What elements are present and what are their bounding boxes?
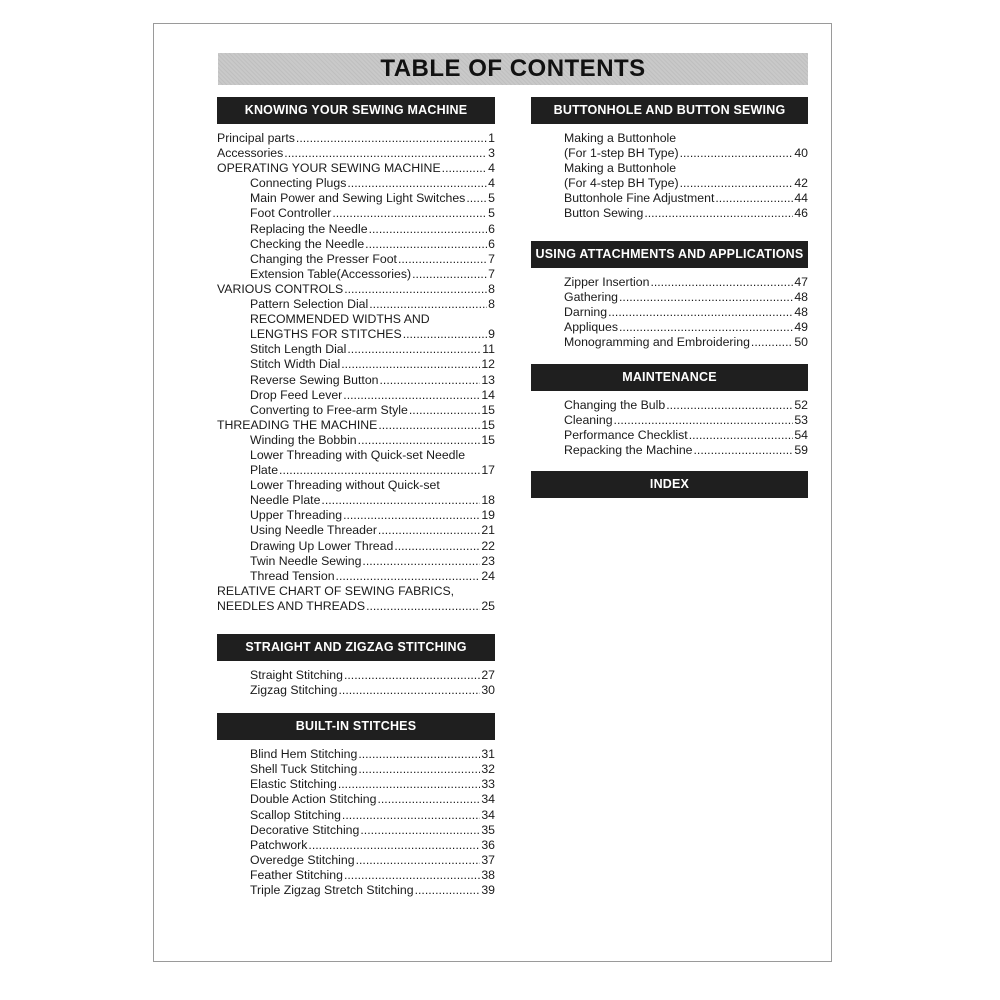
section-header-builtin: BUILT-IN STITCHES — [217, 713, 495, 740]
toc-entry-line1: RELATIVE CHART OF SEWING FABRICS, — [217, 583, 455, 598]
toc-entry[interactable]: Twin Needle Sewing ..... 23 — [217, 554, 495, 569]
toc-entry-line1: RECOMMENDED WIDTHS AND — [250, 312, 430, 327]
toc-entry[interactable]: Winding the Bobbin ..... 15 — [217, 433, 495, 448]
toc-entry[interactable]: Principal parts ..... 1 — [217, 131, 495, 146]
toc-entry[interactable]: Double Action Stitching ..... 34 — [217, 792, 495, 807]
toc-entry[interactable]: VARIOUS CONTROLS ..... 8 — [217, 282, 495, 297]
page-title: TABLE OF CONTENTS — [218, 53, 808, 85]
toc-entry[interactable]: Repacking the Machine ..... 59 — [531, 443, 808, 458]
toc-entry[interactable]: Appliques ..... 49 — [531, 320, 808, 335]
toc-entry[interactable]: Drop Feed Lever ..... 14 — [217, 388, 495, 403]
toc-entry[interactable]: Shell Tuck Stitching ..... 32 — [217, 762, 495, 777]
toc-entry[interactable]: Reverse Sewing Button ..... 13 — [217, 373, 495, 388]
section-header-knowing: KNOWING YOUR SEWING MACHINE — [217, 97, 495, 124]
toc-entry[interactable]: Zipper Insertion ..... 47 — [531, 275, 808, 290]
toc-entry[interactable]: Using Needle Threader ..... 21 — [217, 523, 495, 538]
toc-entry[interactable]: NEEDLES AND THREADS ..... 25 — [217, 599, 495, 614]
section-straight-entries — [217, 661, 495, 698]
section-knowing-entries — [217, 124, 495, 614]
toc-entry[interactable]: Elastic Stitching ..... 33 — [217, 777, 495, 792]
section-header-straight: STRAIGHT AND ZIGZAG STITCHING — [217, 634, 495, 661]
toc-entry[interactable]: Plate ..... 17 — [217, 463, 495, 478]
toc-entry[interactable]: Darning ..... 48 — [531, 305, 808, 320]
toc-entry[interactable]: Needle Plate ..... 18 — [217, 493, 495, 508]
section-buttonhole-entries — [531, 124, 808, 222]
toc-entry[interactable]: Cleaning ..... 53 — [531, 413, 808, 428]
toc-entry[interactable]: Feather Stitching ..... 38 — [217, 868, 495, 883]
toc-entry[interactable]: Changing the Bulb ..... 52 — [531, 398, 808, 413]
toc-entry[interactable]: (For 4-step BH Type) ..... 42 — [531, 176, 808, 191]
toc-entry-line1: Lower Threading without Quick-set — [250, 478, 440, 493]
toc-entry[interactable]: Blind Hem Stitching ..... 31 — [217, 747, 495, 762]
toc-entry[interactable]: Changing the Presser Foot ..... 7 — [217, 252, 495, 267]
toc-entry[interactable]: Straight Stitching ..... 27 — [217, 668, 495, 683]
toc-entry[interactable]: Extension Table(Accessories) ..... 7 — [217, 267, 495, 282]
toc-entry[interactable]: Performance Checklist ..... 54 — [531, 428, 808, 443]
right-column — [531, 97, 808, 498]
toc-entry[interactable]: Upper Threading ..... 19 — [217, 508, 495, 523]
toc-entry[interactable]: Overedge Stitching ..... 37 — [217, 853, 495, 868]
toc-entry[interactable]: Zigzag Stitching ..... 30 — [217, 683, 495, 698]
section-builtin-entries — [217, 740, 495, 898]
section-header-index[interactable]: INDEX — [531, 471, 808, 498]
toc-entry[interactable]: Pattern Selection Dial ..... 8 — [217, 297, 495, 312]
toc-entry[interactable]: Triple Zigzag Stretch Stitching ..... 39 — [217, 883, 495, 898]
left-column — [217, 97, 495, 898]
toc-entry[interactable]: Decorative Stitching ..... 35 — [217, 823, 495, 838]
section-header-maintenance: MAINTENANCE — [531, 364, 808, 391]
toc-entry[interactable]: Checking the Needle ..... 6 — [217, 237, 495, 252]
toc-entry[interactable]: Patchwork ..... 36 — [217, 838, 495, 853]
toc-entry[interactable]: Button Sewing ..... 46 — [531, 206, 808, 221]
toc-entry-line1: Making a Buttonhole — [564, 131, 677, 145]
toc-entry[interactable]: Foot Controller ..... 5 — [217, 206, 495, 221]
toc-entry[interactable]: Drawing Up Lower Thread ..... 22 — [217, 539, 495, 554]
toc-entry[interactable]: Stitch Width Dial ..... 12 — [217, 357, 495, 372]
toc-entry[interactable]: (For 1-step BH Type) ..... 40 — [531, 146, 808, 161]
toc-entry[interactable]: Converting to Free-arm Style ..... 15 — [217, 403, 495, 418]
toc-entry[interactable]: THREADING THE MACHINE ..... 15 — [217, 418, 495, 433]
toc-entry[interactable]: Monogramming and Embroidering ..... 50 — [531, 335, 808, 350]
toc-entry[interactable]: OPERATING YOUR SEWING MACHINE ..... 4 — [217, 161, 495, 176]
section-header-buttonhole: BUTTONHOLE AND BUTTON SEWING — [531, 97, 808, 124]
toc-entry[interactable]: Stitch Length Dial ..... 11 — [217, 342, 495, 357]
toc-entry[interactable]: LENGTHS FOR STITCHES ..... 9 — [217, 327, 495, 342]
section-maintenance-entries — [531, 391, 808, 458]
toc-entry[interactable]: Accessories ..... 3 — [217, 146, 495, 161]
toc-entry-line1: Lower Threading with Quick-set Needle — [250, 447, 466, 462]
toc-entry[interactable]: Gathering ..... 48 — [531, 290, 808, 305]
toc-entry[interactable]: Buttonhole Fine Adjustment ..... 44 — [531, 191, 808, 206]
toc-entry[interactable]: Replacing the Needle ..... 6 — [217, 222, 495, 237]
section-attachments-entries — [531, 268, 808, 350]
toc-entry[interactable]: Scallop Stitching ..... 34 — [217, 808, 495, 823]
toc-entry[interactable]: Connecting Plugs ..... 4 — [217, 176, 495, 191]
section-header-attachments: USING ATTACHMENTS AND APPLICATIONS — [531, 241, 808, 268]
toc-entry[interactable]: Main Power and Sewing Light Switches ..... 5 — [217, 191, 495, 206]
toc-entry[interactable]: Thread Tension ..... 24 — [217, 569, 495, 584]
toc-entry-line1: Making a Buttonhole — [564, 161, 677, 176]
